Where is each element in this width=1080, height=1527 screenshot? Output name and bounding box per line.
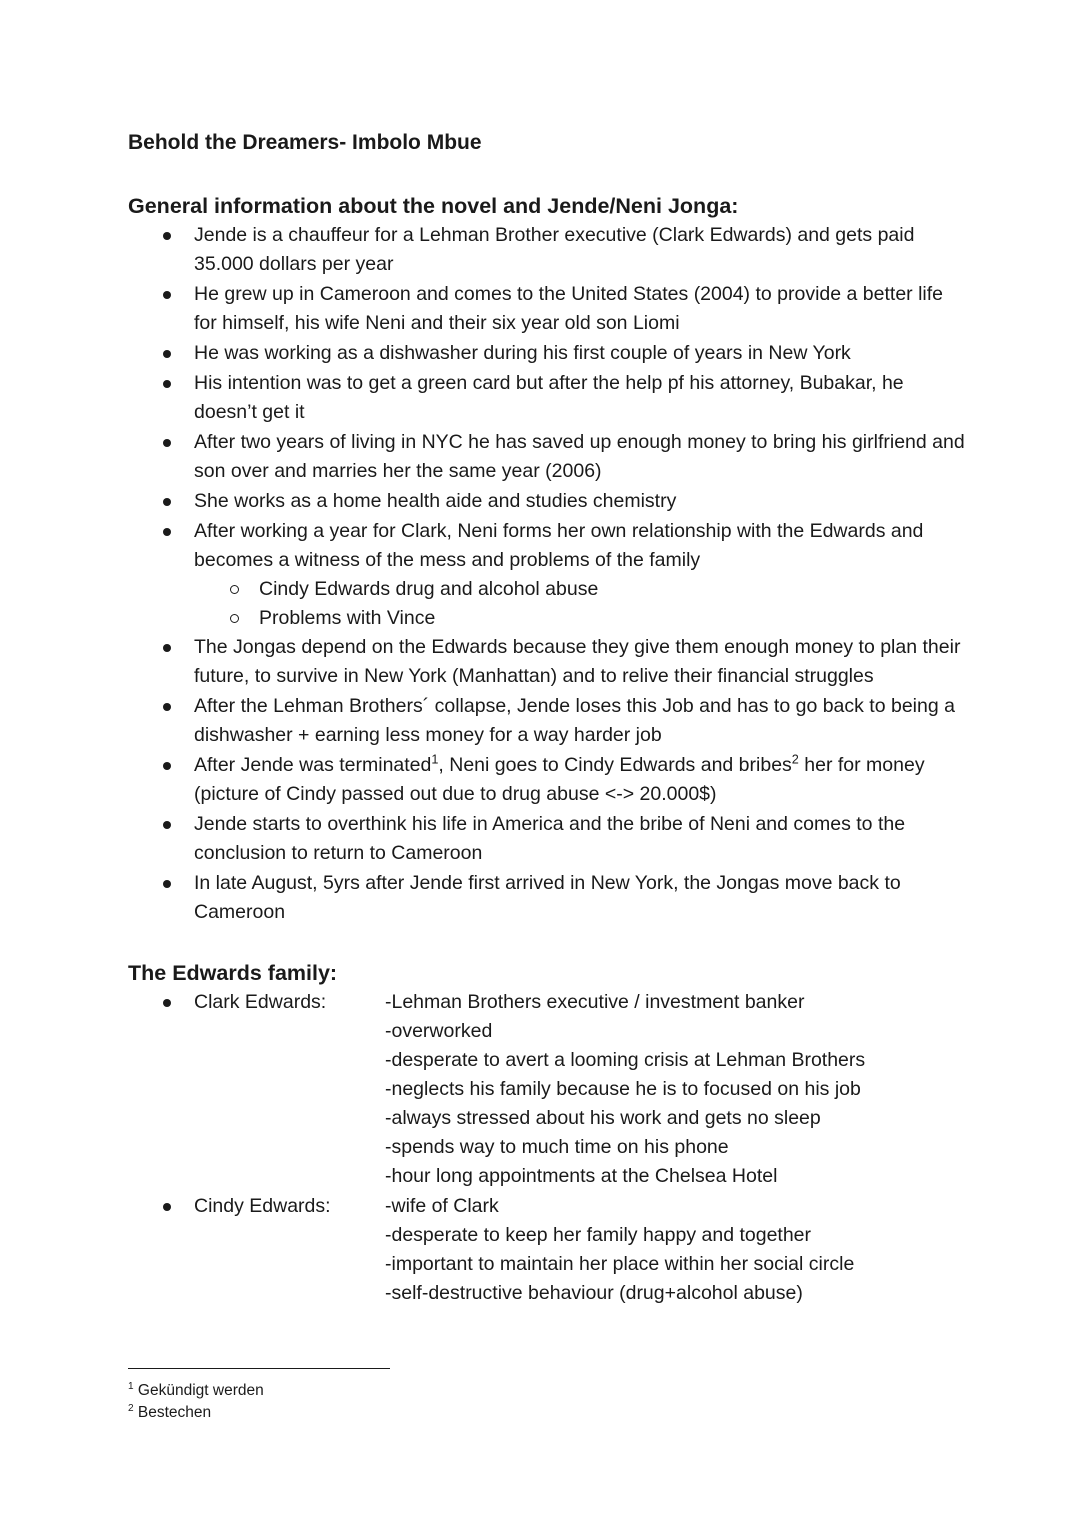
list-item: He grew up in Cameroon and comes to the United States (2004) to provide a better life for himself, his wife Neni and their six year old son Liomi: [128, 280, 968, 338]
footnote-ref-1: 1: [431, 752, 439, 767]
list-item: In late August, 5yrs after Jende first arrived in New York, the Jongas move back to Cameroon: [128, 869, 968, 927]
sub-bullet-list: [194, 575, 968, 632]
terminated-text-after: her for money (picture of Cindy passed out due to drug abuse <-> 20.000$): [194, 754, 925, 805]
person-clark: [128, 988, 968, 1191]
person-traits-clark: [385, 988, 968, 1191]
footnote-2: [128, 1402, 264, 1424]
general-bullet-list: [128, 221, 968, 927]
footnote-mark: 1: [128, 1380, 134, 1392]
trait-line: -always stressed about his work and gets no sleep: [385, 1107, 821, 1129]
footnote-text: Bestechen: [137, 1404, 212, 1421]
trait-line: -desperate to avert a looming crisis at Lehman Brothers: [385, 1049, 866, 1071]
sub-list-item: Cindy Edwards drug and alcohol abuse: [194, 575, 968, 604]
list-item: His intention was to get a green card but after the help pf his attorney, Bubakar, he doesn’t get it: [128, 369, 968, 427]
list-item: After the Lehman Brothers´ collapse, Jende loses this Job and has to go back to being a dishwasher + earning less money for a way harder job: [128, 692, 968, 750]
section-heading-general: General information about the novel and Jende/Neni Jonga:: [128, 194, 739, 218]
list-item: She works as a home health aide and studies chemistry: [128, 487, 968, 516]
footnote-ref-2: 2: [791, 752, 799, 767]
list-item-terminated: [128, 751, 968, 809]
list-item-text: After working a year for Clark, Neni forms her own relationship with the Edwards and becomes a witness of the mess and problems of the family: [194, 520, 924, 571]
terminated-text-before: After Jende was terminated: [194, 754, 432, 776]
trait-line: -hour long appointments at the Chelsea Hotel: [385, 1165, 778, 1187]
footnote-mark: 2: [128, 1402, 134, 1414]
trait-line: -overworked: [385, 1020, 493, 1042]
person-cindy: [128, 1192, 968, 1308]
person-name-cindy: Cindy Edwards:: [194, 1195, 331, 1217]
list-item-with-subitems: [128, 517, 968, 632]
list-item: He was working as a dishwasher during his first couple of years in New York: [128, 339, 968, 368]
footnote-divider: [128, 1368, 390, 1369]
list-item: Jende starts to overthink his life in America and the bribe of Neni and comes to the conclusion to return to Cameroon: [128, 810, 968, 868]
person-name-clark: Clark Edwards:: [194, 991, 327, 1013]
trait-line: -self-destructive behaviour (drug+alcohol abuse): [385, 1282, 803, 1304]
section-heading-edwards: The Edwards family:: [128, 961, 338, 985]
list-item: Jende is a chauffeur for a Lehman Brother executive (Clark Edwards) and gets paid 35.000 dollars per year: [128, 221, 968, 279]
trait-line: -Lehman Brothers executive / investment banker: [385, 991, 805, 1013]
terminated-text-middle: , Neni goes to Cindy Edwards and bribes: [438, 754, 792, 776]
document-title: Behold the Dreamers- Imbolo Mbue: [128, 131, 482, 154]
trait-line: -neglects his family because he is to focused on his job: [385, 1078, 861, 1100]
trait-line: -wife of Clark: [385, 1195, 499, 1217]
document-page: [128, 128, 968, 1308]
footnote-1: [128, 1380, 264, 1402]
person-traits-cindy: [385, 1192, 968, 1308]
trait-line: -important to maintain her place within her social circle: [385, 1253, 855, 1275]
footnotes: [128, 1380, 264, 1424]
sub-list-item: Problems with Vince: [194, 604, 968, 633]
trait-line: -spends way to much time on his phone: [385, 1136, 729, 1158]
list-item: After two years of living in NYC he has saved up enough money to bring his girlfriend and son over and marries her the same year (2006): [128, 428, 968, 486]
footnote-text: Gekündigt werden: [137, 1382, 264, 1399]
list-item: The Jongas depend on the Edwards because they give them enough money to plan their future, to survive in New York (Manhattan) and to relive their financial struggles: [128, 633, 968, 691]
trait-line: -desperate to keep her family happy and together: [385, 1224, 812, 1246]
